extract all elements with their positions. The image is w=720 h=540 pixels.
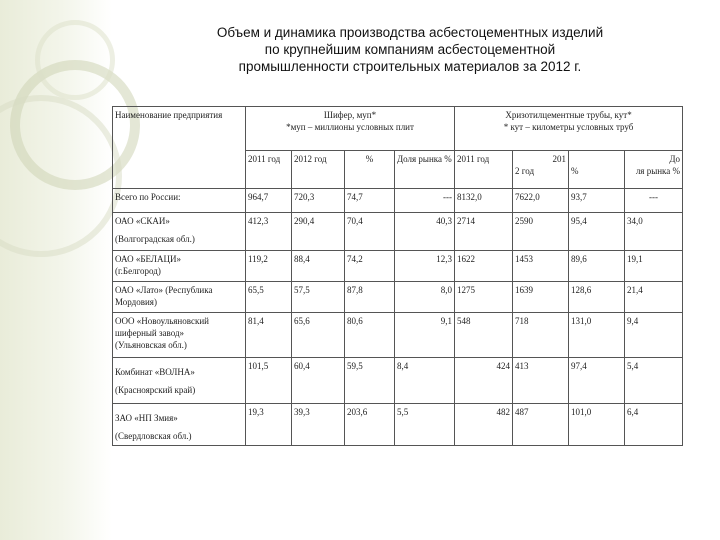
title-line-2: по крупнейшим компаниям асбестоцементной xyxy=(264,42,556,57)
enterprise-name: ЗАО «НП Змия» (Свердловская обл.) xyxy=(113,404,246,446)
table-row: Комбинат «ВОЛНА» (Красноярский край) 101,5 60,4 59,5 8,4 424 413 97,4 5,4 xyxy=(113,358,683,404)
decorative-ring xyxy=(35,20,115,100)
header-enterprise: Наименование предприятия xyxy=(113,107,246,189)
header-slate: Шифер, муп* *муп – миллионы условных плит xyxy=(246,107,455,151)
slide-title xyxy=(160,24,660,75)
enterprise-name: ОАО «СКАИ» (Волгоградская обл.) xyxy=(113,213,246,251)
table-row: ОАО «СКАИ» (Волгоградская обл.) 412,3 290,4 70,4 40,3 2714 2590 95,4 34,0 xyxy=(113,213,683,251)
col-header-slate-pct: % xyxy=(345,151,395,189)
col-header-pipes-share: До ля рынка % xyxy=(625,151,683,189)
table-row: ЗАО «НП Змия» (Свердловская обл.) 19,3 39,3 203,6 5,5 482 487 101,0 6,4 xyxy=(113,404,683,446)
table-row: ОАО «БЕЛАЦИ» (г.Белгород) 119,2 88,4 74,2 12,3 1622 1453 89,6 19,1 xyxy=(113,251,683,282)
header-pipes: Хризотилцементные трубы, кут* * кут – километры условных труб xyxy=(455,107,683,151)
table-row: ООО «Новоульяновский шиферный завод» (Ульяновская обл.) 81,4 65,6 80,6 9,1 548 718 131,0 9,4 xyxy=(113,313,683,358)
col-header-pipes-2011: 2011 год xyxy=(455,151,513,189)
enterprise-name: ОАО «БЕЛАЦИ» (г.Белгород) xyxy=(113,251,246,282)
title-line-1: Объем и динамика производства асбестоцементных изделий xyxy=(216,25,604,40)
production-table xyxy=(112,106,683,446)
enterprise-name: ОАО «Лато» (Республика Мордовия) xyxy=(113,282,246,313)
col-header-slate-share: Доля рынка % xyxy=(395,151,455,189)
title-line-3: промышленности строительных материалов за 2012 г. xyxy=(238,59,582,74)
col-header-slate-2011: 2011 год xyxy=(246,151,292,189)
enterprise-name: Комбинат «ВОЛНА» (Красноярский край) xyxy=(113,358,246,404)
enterprise-name: Всего по России: xyxy=(113,189,246,213)
decorative-background xyxy=(0,0,112,540)
col-header-pipes-pct: % xyxy=(569,151,625,189)
enterprise-name: ООО «Новоульяновский шиферный завод» (Ульяновская обл.) xyxy=(113,313,246,358)
col-header-pipes-2012: 201 2 год xyxy=(513,151,569,189)
table-row: ОАО «Лато» (Республика Мордовия) 65,5 57,5 87,8 8,0 1275 1639 128,6 21,4 xyxy=(113,282,683,313)
table-row: Всего по России: 964,7 720,3 74,7 --- 8132,0 7622,0 93,7 --- xyxy=(113,189,683,213)
col-header-slate-2012: 2012 год xyxy=(292,151,345,189)
